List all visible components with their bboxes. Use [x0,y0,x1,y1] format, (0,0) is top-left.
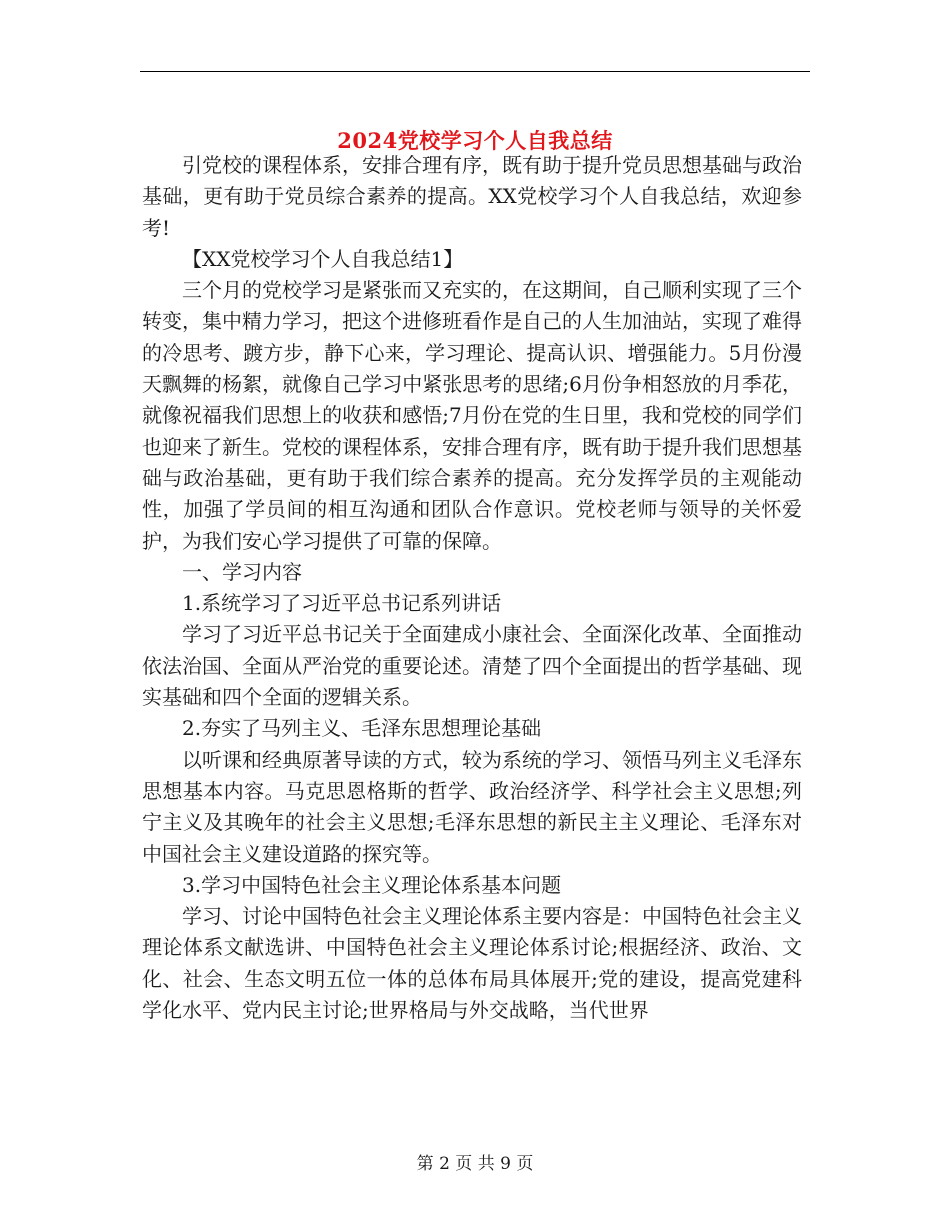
body-paragraph: 以听课和经典原著导读的方式，较为系统的学习、领悟马列主义毛泽东思想基本内容。马克思恩格斯的哲学、政治经济学、科学社会主义思想;列宁主义及其晚年的社会主义思想;毛泽东思想的新民主主义理论、毛泽东对中国社会主义建设道路的探究等。 [142,747,802,866]
page-number: 第 2 页 共 9 页 [416,1154,534,1174]
document-title: 2024党校学习个人自我总结 [337,128,613,154]
body-paragraph: 三个月的党校学习是紧张而又充实的，在这期间，自己顺利实现了三个转变，集中精力学习，把这个进修班看作是自己的人生加油站，实现了难得的冷思考、踱方步，静下心来，学习理论、提高认识、增强能力。5月份漫天飘舞的杨絮，就像自己学习中紧张思考的思绪;6月份争相怒放的月季花，就像祝福我们思想上的收获和感悟;7月份在党的生日里，我和党校的同学们也迎来了新生。党校的课程体系，安排合理有序，既有助于提升我们思想基础与政治基础，更有助于我们综合素养的提高。充分发挥学员的主观能动性，加强了学员间的相互沟通和团队合作意识。党校老师与领导的关怀爱护，为我们安心学习提供了可靠的保障。 [142,278,802,553]
subheading: 1.系统学习了习近平总书记系列讲话 [182,591,502,616]
subheading: 2.夯实了马列主义、毛泽东思想理论基础 [182,716,542,741]
header-rule [140,71,810,72]
section-label: 【XX党校学习个人自我总结1】 [182,246,464,271]
subheading: 3.学习中国特色社会主义理论体系基本问题 [182,872,562,897]
intro-paragraph: 引党校的课程体系，安排合理有序，既有助于提升党员思想基础与政治基础，更有助于党员综合素养的提高。XX党校学习个人自我总结，欢迎参考! [142,153,802,240]
body-paragraph: 学习、讨论中国特色社会主义理论体系主要内容是：中国特色社会主义理论体系文献选讲、中国特色社会主义理论体系讨论;根据经济、政治、文化、社会、生态文明五位一体的总体布局具体展开;党的建设，提高党建科学化水平、党内民主讨论;世界格局与外交战略，当代世界 [142,904,802,1023]
section-heading: 一、学习内容 [182,559,302,584]
document-body [142,150,802,1026]
body-paragraph: 学习了习近平总书记关于全面建成小康社会、全面深化改革、全面推动依法治国、全面从严治党的重要论述。清楚了四个全面提出的哲学基础、现实基础和四个全面的逻辑关系。 [142,622,802,710]
